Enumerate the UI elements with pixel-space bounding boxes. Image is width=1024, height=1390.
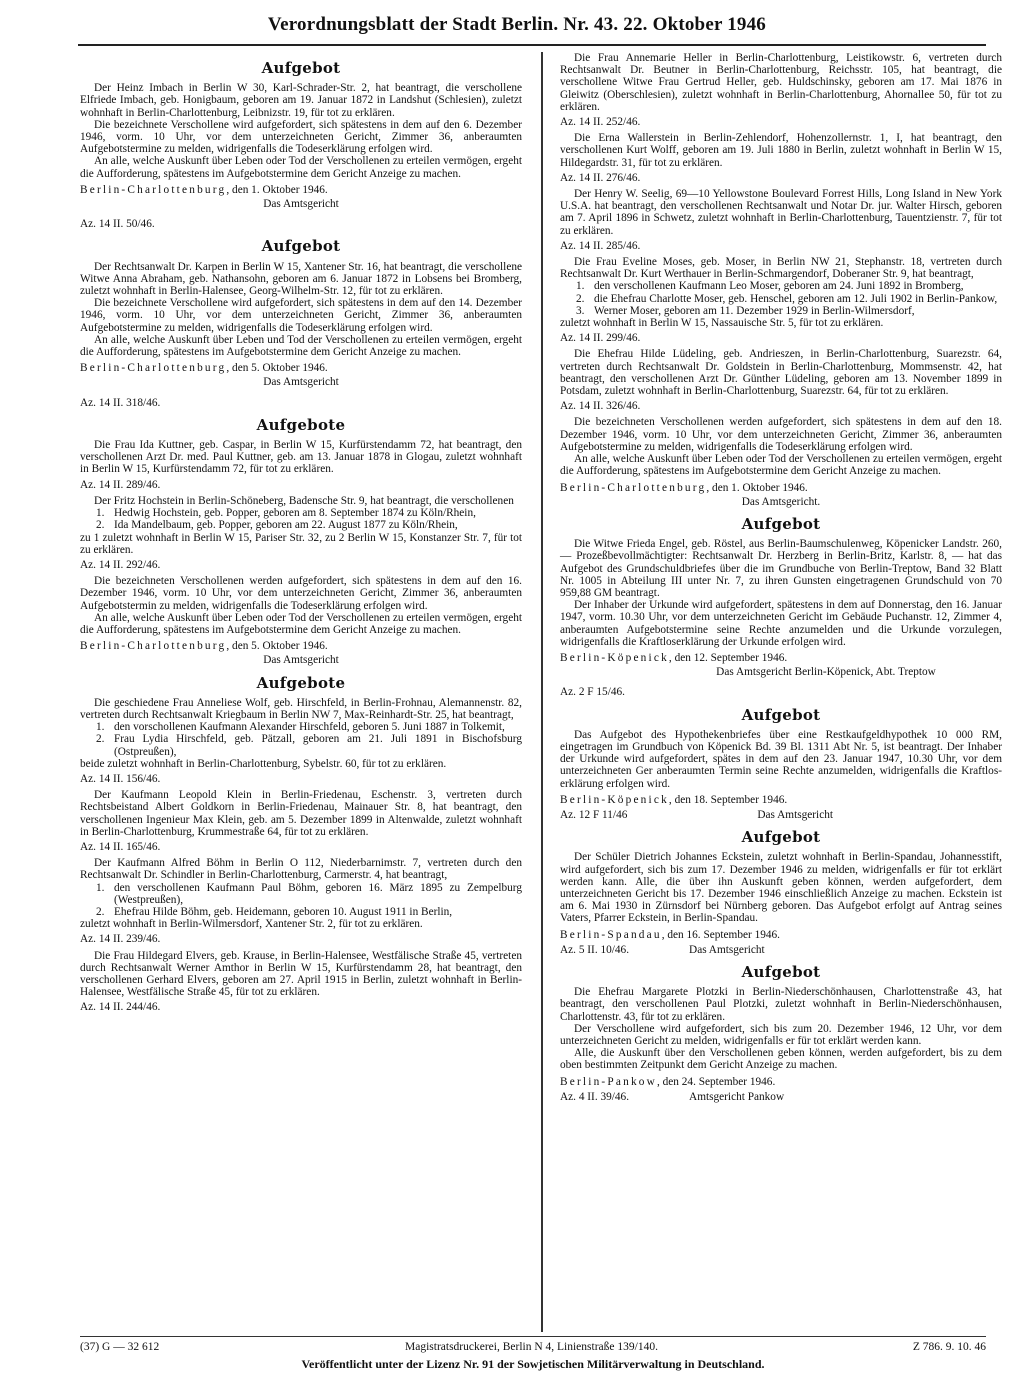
notice-paragraph: Die Frau Annemarie Heller in Berlin-Charlottenburg, Leistikowstr. 6, vertreten durch Rechtsanwalt Dr. Beutner in Berlin-Charlottenburg, Reichsstr. 105, hat beantragt, die verschollene Witwe Frau Gertrud Heller, geb. Huldschinsky, geboren am 17. Mai 1876 in Gleiwitz (Oberschlesien), zuletzt wohnhaft in Berlin-Charlottenburg, Ahornallee 50, für tot zu erklären. bbox=[560, 52, 1002, 113]
notice-kuttner-hochstein bbox=[80, 415, 522, 667]
notice-paragraph: Die bezeichnete Verschollene wird aufgefordert, sich spätestens in dem auf den 6. Dezember 1946, vorm. 10 Uhr, vor dem unterzeichneten Gericht, Zimmer 36, anberaumten Aufgebotstermine zu melden, widrigenfalls die Todeserklärung erfolgen wird. bbox=[80, 118, 522, 156]
list-item: 2. Frau Lydia Hirschfeld, geb. Pätzall, geboren am 21. Juli 1891 in Bischofsburg (Ostpreußen), bbox=[96, 733, 522, 758]
notice-place: Berlin-Charlottenburg bbox=[80, 640, 227, 653]
notice-place-date bbox=[560, 652, 1002, 664]
notice-az: Az. 14 II. 292/46. bbox=[80, 558, 161, 571]
notice-paragraph: Der Fritz Hochstein in Berlin-Schöneberg, Badensche Str. 9, hat beantragt, die verschollenen bbox=[94, 494, 514, 507]
notice-abraham bbox=[80, 237, 522, 409]
notice-place: Berlin-Charlottenburg bbox=[80, 362, 227, 375]
notice-paragraph: An alle, welche Auskunft über Leben oder Tod der Verschollenen zu erteilen vermögen, ergeht die Aufforderung, spätestens im Aufgebotstermine dem Gericht Anzeige zu machen. bbox=[80, 155, 522, 180]
person-list bbox=[80, 721, 522, 758]
notice-paragraph: Alle, die Auskunft über den Verschollenen geben können, werden aufgefordert, bis zu dem oben bestimmten Zeitpunkt dem Gericht Anzeige zu machen. bbox=[560, 1047, 1002, 1072]
notice-court: Das Amtsgericht Berlin-Köpenick, Abt. Treptow bbox=[716, 666, 936, 679]
page-header: Verordnungsblatt der Stadt Berlin. Nr. 43. 22. Oktober 1946 bbox=[267, 14, 766, 35]
notice-court: Das Amtsgericht bbox=[263, 654, 339, 667]
notice-date: , den 5. Oktober 1946. bbox=[226, 640, 328, 653]
notice-paragraph: zuletzt wohnhaft in Berlin W 15, Nassauische Str. 5, für tot zu erklären. bbox=[560, 317, 884, 330]
column-divider bbox=[541, 52, 543, 1332]
footer-code: Z 786. 9. 10. 46 bbox=[912, 1341, 986, 1353]
list-item: 3. Werner Moser, geboren am 11. Dezember 1929 in Berlin-Wilmersdorf, bbox=[576, 304, 915, 317]
notice-court: Das Amtsgericht bbox=[757, 808, 833, 821]
notice-paragraph: Die bezeichneten Verschollenen werden aufgefordert, sich spätestens in dem auf den 18. Dezember 1946, vorm. 10 Uhr, vor dem unterzeichneten Gericht, Zimmer 36, anberaumten Aufgebotstermine zu melden, widrigenfalls die Todeserklärung erfolgen wird. bbox=[560, 416, 1002, 453]
notice-heading: Aufgebot bbox=[741, 828, 821, 847]
footer-rule bbox=[80, 1336, 986, 1337]
notice-paragraph: Die geschiedene Frau Anneliese Wolf, geb. Hirschfeld, in Berlin-Frohnau, Alemannenstr. 82, vertreten durch Rechtsanwalt Kriegbaum in Berlin NW 7, Max-Reinhardt-Str. 25, hat beantragt, bbox=[80, 696, 522, 721]
notice-az: Az. 14 II. 299/46. bbox=[560, 332, 641, 345]
notice-az: Az. 2 F 15/46. bbox=[560, 686, 625, 699]
notice-place-date bbox=[560, 482, 1002, 494]
notice-date: , den 1. Oktober 1946. bbox=[226, 183, 328, 196]
notice-heading: Aufgebote bbox=[256, 415, 346, 434]
person-list bbox=[80, 882, 522, 919]
list-item: 2. Ida Mandelbaum, geb. Popper, geboren am 22. August 1877 zu Köln/Rhein, bbox=[96, 519, 458, 532]
notice-paragraph: An alle, welche Auskunft über Leben oder Tod der Verschollenen zu erteilen vermögen, ergeht die Aufforderung, spätestens im Aufgebotstermine dem Gericht Anzeige zu machen. bbox=[560, 453, 1002, 478]
notice-paragraph: Die Ehefrau Margarete Plotzki in Berlin-Niederschönhausen, Charlottenstraße 43, hat beantragt, den verschollenen Paul Plotzki, zuletzt wohnhaft in Berlin-Niederschönhausen, Charlottenstr. 43, für tot zu erklären. bbox=[560, 986, 1002, 1023]
notice-az: Az. 14 II. 252/46. bbox=[560, 116, 641, 129]
notice-az: Az. 14 II. 165/46. bbox=[80, 840, 161, 853]
notice-paragraph: Das Aufgebot des Hypothekenbriefes über eine Restkaufgeldhypothek 10 000 RM, eingetragen im Grundbuch von Köpenick Bd. 39 Bl. 1311 Abt Nr. 5, ist beantragt. Der Inhaber der Urkunde wird aufgefordert, spätes in dem auf den 23. Januar 1947, 10.30 Uhr, vor dem unterzeichneten Ger anberaumten Termin seine Rechte anzumelden, widrigenfalls die Kraftlos-erklärung erfolgen wird. bbox=[560, 728, 1002, 790]
notice-hirschfeld-klein-boehm-elvers bbox=[80, 673, 522, 1014]
notice-heading: Aufgebot bbox=[741, 705, 821, 724]
footer-order-number: (37) G — 32 612 bbox=[80, 1341, 160, 1353]
notice-hypothekenbrief bbox=[560, 705, 1002, 822]
notice-place-date bbox=[80, 640, 522, 652]
notice-plotzki bbox=[560, 963, 1002, 1103]
notice-az: Az. 14 II. 318/46. bbox=[80, 396, 161, 409]
footer-printer: Magistratsdruckerei, Berlin N 4, Linienstraße 139/140. bbox=[405, 1341, 658, 1353]
notice-court: Amtsgericht Pankow bbox=[689, 1090, 785, 1103]
notice-date: , den 16. September 1946. bbox=[661, 928, 780, 941]
notice-paragraph: beide zuletzt wohnhaft in Berlin-Charlottenburg, Sybelstr. 60, für tot zu erklären. bbox=[80, 757, 447, 770]
notice-place: Berlin-Köpenick bbox=[560, 651, 669, 664]
notice-paragraph: Die bezeichneten Verschollenen werden aufgefordert, sich spätestens in dem auf den 16. Dezember 1946, vorm. 10 Uhr, vor dem unterzeichneten Gericht, Zimmer 36, anberaumten Aufgebotstermin zu melden, widrigenfalls die Todeserklärung erfolgen wird. bbox=[80, 575, 522, 612]
notice-paragraph: zu 1 zuletzt wohnhaft in Berlin W 15, Pariser Str. 32, zu 2 Berlin W 15, Konstanzer Str. 7, für tot zu erklären. bbox=[80, 531, 522, 556]
notice-heading: Aufgebote bbox=[256, 673, 346, 692]
notice-az: Az. 14 II. 244/46. bbox=[80, 1001, 161, 1014]
list-item: 2. Ehefrau Hilde Böhm, geb. Heidemann, geboren 10. August 1911 in Berlin, bbox=[96, 905, 453, 918]
notice-eckstein bbox=[560, 828, 1002, 956]
notice-court: Das Amtsgericht. bbox=[741, 495, 821, 508]
notice-date: , den 5. Oktober 1946. bbox=[226, 362, 328, 375]
notice-paragraph: Der Kaufmann Leopold Klein in Berlin-Friedenau, Eschenstr. 3, vertreten durch Rechtsbeistand Albert Goldkorn in Berlin-Friedenau, Mainauer Str. 8, hat beantragt, den verschollenen Ingenieur Max Klein, geb. am 5. Dezember 1899 in Altenwalde, zuletzt wohnhaft in Berlin-Charlottenburg, Krummestraße 64, für tot zu erklären. bbox=[80, 789, 522, 838]
notice-paragraph: Die Frau Hildegard Elvers, geb. Krause, in Berlin-Halensee, Westfälische Straße 45, vertreten durch Rechtsanwalt Werner Amthor in Berlin W 15, Kurfürstendamm 28, hat beantragt, den verschollenen Gerhard Elvers, geboren am 27. April 1915 in Berlin, zuletzt wohnhaft in Berlin-Halensee, Westfälische Straße 45, für tot zu erklären. bbox=[80, 949, 522, 999]
notice-heading: Aufgebot bbox=[741, 514, 821, 533]
notice-court: Das Amtsgericht bbox=[263, 198, 339, 211]
notice-date: , den 24. September 1946. bbox=[657, 1075, 776, 1088]
notice-az: Az. 14 II. 289/46. bbox=[80, 478, 161, 491]
notice-court: Das Amtsgericht bbox=[263, 376, 339, 389]
notice-az: Az. 14 II. 326/46. bbox=[560, 400, 641, 413]
notice-place: Berlin-Pankow bbox=[560, 1075, 657, 1088]
footer-print-line bbox=[80, 1341, 986, 1357]
notice-paragraph: An alle, welche Auskunft über Leben und Tod der Verschollenen zu erteilen vermögen, ergeht die Aufforderung, spätestens im Aufgebotstermine dem Gericht Anzeige zu machen. bbox=[80, 333, 522, 359]
notice-place-date bbox=[560, 929, 1002, 941]
notice-date: , den 18. September 1946. bbox=[668, 793, 788, 806]
notice-heading: Aufgebot bbox=[261, 59, 341, 77]
notice-paragraph: Der Rechtsanwalt Dr. Karpen in Berlin W 15, Xantener Str. 16, hat beantragt, die verschollene Witwe Anna Abraham, geb. Nathansohn, geboren am 6. Januar 1872 in Lobsens bei Bromberg, zuletzt wohnhaft in Berlin-Halensee, Georg-Wilhelm-Str. 12, für tot zu erklären. bbox=[80, 260, 522, 298]
notice-paragraph: Die Erna Wallerstein in Berlin-Zehlendorf, Hohenzollernstr. 1, I, hat beantragt, den verschollenen Kurt Wolff, geboren am 19. Juli 1880 in Berlin, zuletzt wohnhaft in Berlin W 15, Hildegardstr. 31, für tot zu erklären. bbox=[560, 132, 1002, 169]
notice-paragraph: Der Heinz Imbach in Berlin W 30, Karl-Schrader-Str. 2, hat beantragt, die verschollene Elfriede Imbach, geb. Honigbaum, geboren am 19. Januar 1872 in Landshut (Schlesien), zuletzt wohnhaft in Berlin-Charlottenburg, Leibnizstr. 19, für tot zu erklären. bbox=[80, 82, 522, 119]
notice-paragraph: Die Ehefrau Hilde Lüdeling, geb. Andrieszen, in Berlin-Charlottenburg, Suarezstr. 64, vertreten durch Rechtsanwalt Dr. Goldstein in Berlin-Charlottenburg, Mommsenstr. 42, hat beantragt, den verschollenen Arzt Dr. Günther Lüdeling, geboren am 13. November 1899 in Potsdam, zuletzt wohnhaft in Berlin-Charlottenburg, Suarezstr. 64, für tot zu erklären. bbox=[560, 348, 1002, 398]
notice-az: Az. 12 F 11/46 Das Amtsgericht bbox=[560, 808, 833, 821]
list-item: 2. die Ehefrau Charlotte Moser, geb. Henschel, geboren am 12. Juli 1902 in Berlin-Pankow, bbox=[576, 292, 998, 305]
notice-paragraph: Der Henry W. Seelig, 69—10 Yellowstone Boulevard Forrest Hills, Long Island in New York U.S.A. hat beantragt, den verschollenen Rechtsanwalt und Notar Dr. jur. Walter Hirsch, geboren am 7. April 1896 in Schwetz, zuletzt wohnhaft in Berlin-Charlottenburg, Tauentzienstr. 7, für tot zu erklären. bbox=[560, 188, 1002, 237]
notice-az: Az. 14 II. 156/46. bbox=[80, 772, 161, 785]
notice-heading: Aufgebot bbox=[741, 963, 821, 981]
footer-license: Veröffentlicht unter der Lizenz Nr. 91 der Sowjetischen Militärverwaltung in Deutschland. bbox=[301, 1357, 765, 1371]
list-item: 1. den vorschollenen Kaufmann Alexander Hirschfeld, geboren 5. Juni 1887 in Tolkemit, bbox=[96, 721, 505, 734]
notice-place-date bbox=[560, 1076, 1002, 1088]
notice-paragraph: Der Inhaber der Urkunde wird aufgefordert, spätestens in dem auf Donnerstag, den 16. Januar 1947, vorm. 10.30 Uhr, vor dem unterzeichneten Gericht im Gebäude Puchanstr. 12, Zimmer 4, anberaumten Aufgebotstermine seine Rechte anzumelden und die Urkunde vorzulegen, widrigenfalls die Kraftloserklärung der Urkunde erfolgen wird. bbox=[560, 599, 1002, 648]
list-item: 1. den verschollenen Kaufmann Leo Moser, geboren am 24. Juni 1892 in Bromberg, bbox=[576, 280, 964, 293]
notice-place: Berlin-Charlottenburg bbox=[560, 481, 707, 494]
notice-paragraph: zuletzt wohnhaft in Berlin-Wilmersdorf, Xantener Str. 2, für tot zu erklären. bbox=[80, 918, 423, 931]
notice-paragraph: Der Verschollene wird aufgefordert, sich bis zum 20. Dezember 1946, 12 Uhr, vor dem unterzeichneten Gericht zu melden, widrigenfalls er für tot erklärt werden kann. bbox=[560, 1022, 1002, 1048]
notice-az: Az. 14 II. 285/46. bbox=[560, 239, 641, 252]
person-list bbox=[80, 507, 522, 531]
notice-paragraph: Der Kaufmann Alfred Böhm in Berlin O 112, Niederbarnimstr. 7, vertreten durch den Rechtsanwalt Dr. Schindler in Berlin-Charlottenburg, Carmerstr. 4, hat beantragt, bbox=[80, 857, 522, 882]
list-item: 1. Hedwig Hochstein, geb. Popper, geboren am 8. September 1874 zu Köln/Rhein, bbox=[96, 507, 476, 520]
list-item: 1. den verschollenen Kaufmann Paul Böhm, geboren 16. März 1895 zu Zempelburg (Westpreußen), bbox=[96, 881, 522, 906]
notice-paragraph: An alle, welche Auskunft über Leben oder Tod der Verschollenen zu erteilen vermögen, ergeht die Aufforderung, spätestens im Aufgebotstermine dem Gericht Anzeige zu machen. bbox=[80, 611, 522, 636]
header-rule bbox=[78, 44, 986, 46]
notice-paragraph: Die Frau Ida Kuttner, geb. Caspar, in Berlin W 15, Kurfürstendamm 72, hat beantragt, den verschollenen Arzt Dr. med. Paul Kuttner, geb. am 13. Januar 1878 in Glogau, zuletzt wohnhaft in Berlin W 15, Kurfürstendamm 72, für tot zu erklären. bbox=[80, 439, 522, 476]
notice-paragraph: Die Witwe Frieda Engel, geb. Röstel, aus Berlin-Baumschulenweg, Köpenicker Landstr. 260, — Prozeßbevollmächtigter: Rechtsanwalt Dr. Herzberg in Berlin-Britz, Karlstr. 8, — hat das Aufgebot des Grundschuldbriefes über die im Grundbuche von Berlin-Treptow, Band 32 Blatt Nr. 1005 in Abteilung III unter Nr. 7, zu ihren Gunsten eingetragenen Grundschuld von 70 959,88 GM beantragt. bbox=[560, 538, 1002, 599]
notice-paragraph: Die Frau Eveline Moses, geb. Moser, in Berlin NW 21, Stephanstr. 18, vertreten durch Rechtsanwalt Dr. Kurt Werthauer in Berlin-Schmargendorf, Doberaner Str. 9, hat beantragt, bbox=[560, 256, 1002, 281]
notice-date: , den 12. September 1946. bbox=[668, 651, 788, 664]
notice-place: Berlin-Charlottenburg bbox=[80, 183, 227, 196]
notice-heading: Aufgebot bbox=[261, 237, 341, 256]
notice-place-date bbox=[80, 184, 522, 196]
notice-place: Berlin-Köpenick bbox=[560, 793, 669, 806]
notice-az: Az. 14 II. 276/46. bbox=[560, 171, 641, 184]
notice-paragraph: Die bezeichnete Verschollene wird aufgefordert, sich spätestens in dem auf den 14. Dezember 1946, vorm. 10 Uhr, vor dem unterzeichneten Gericht, Zimmer 36, anberaumten Aufgebotstermine zu melden, widrigenfalls die Todeserklärung erfolgen wird. bbox=[80, 297, 522, 334]
notice-place-date bbox=[560, 794, 1002, 806]
notice-az: Az. 14 II. 239/46. bbox=[80, 933, 161, 946]
person-list bbox=[560, 280, 1002, 317]
notice-place: Berlin-Spandau bbox=[560, 928, 662, 941]
notice-az: Az. 14 II. 50/46. bbox=[80, 218, 155, 231]
notice-date: , den 1. Oktober 1946. bbox=[706, 481, 808, 494]
notice-paragraph: Der Schüler Dietrich Johannes Eckstein, zuletzt wohnhaft in Berlin-Spandau, Johannesstift, wird aufgefordert, sich bis zum 17. Dezember 1946 zu melden, widrigenfalls er für tot erklärt werden kann. Alle, die über ihn Auskunft geben können, werden aufgefordert, dem unterzeichneten Gericht bis 17. Dezember 1946 einschließlich Anzeige zu machen. Eckstein ist am 6. Mai 1930 in Zürnsdorf bei Nürnberg geboren. Das Aufgebot erfolgt auf Antrag seines Vaters, Pfarrer Eckstein, in Berlin-Spandau. bbox=[560, 851, 1002, 925]
notice-az: Az. 4 II. 39/46. Amtsgericht Pankow bbox=[560, 1090, 785, 1103]
notice-heller-wolff-hirsch-moser-luedeling bbox=[560, 52, 1002, 508]
notice-az: Az. 5 II. 10/46. Das Amtsgericht bbox=[560, 943, 765, 956]
notice-engel bbox=[560, 514, 1002, 699]
notice-court: Das Amtsgericht bbox=[689, 943, 765, 956]
notice-imbach bbox=[80, 59, 522, 231]
right-column bbox=[560, 52, 1002, 1110]
left-column bbox=[80, 52, 522, 1021]
notice-place-date bbox=[80, 362, 522, 374]
